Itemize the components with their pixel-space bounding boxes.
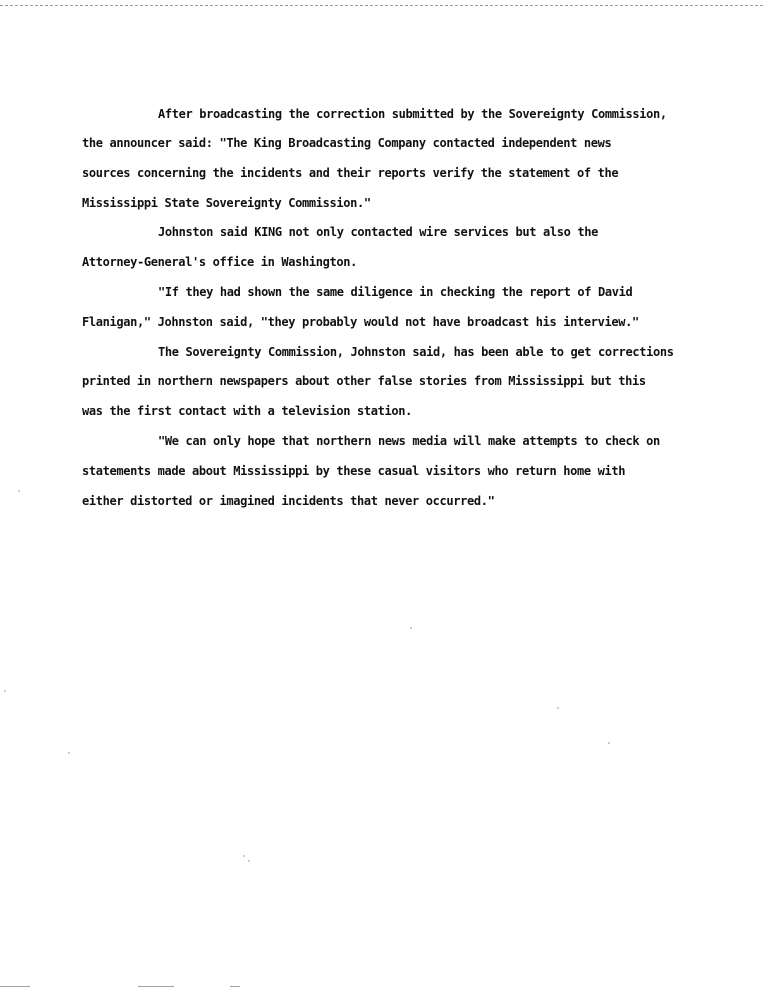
scan-speck [243,855,245,857]
scan-speck [557,707,559,709]
paragraph-5-line-2: statements made about Mississippi by these casual visitors who return home with [82,464,626,478]
paragraph-1-line-2: the announcer said: "The King Broadcasting Company contacted independent news [82,136,612,150]
paragraph-1-line-3: sources concerning the incidents and their reports verify the statement of the [82,166,619,180]
edge-mark [230,986,240,987]
edge-mark [0,986,30,987]
paragraph-5-line-1: "We can only hope that northern news media will make attempts to check on [158,434,660,448]
edge-mark [138,986,174,987]
paragraph-5-line-3: either distorted or imagined incidents that never occurred." [82,494,495,508]
scan-speck [248,860,250,862]
paragraph-3-line-2: Flanigan," Johnston said, "they probably would not have broadcast his interview." [82,315,639,329]
paragraph-1-line-1: After broadcasting the correction submitted by the Sovereignty Commission, [158,107,667,121]
paragraph-4-line-2: printed in northern newspapers about other false stories from Mississippi but this [82,374,646,388]
paragraph-2-line-2: Attorney-General's office in Washington. [82,255,357,269]
scan-speck [608,742,610,744]
paragraph-2-line-1: Johnston said KING not only contacted wire services but also the [158,225,598,239]
page-top-edge [0,0,763,6]
paragraph-3-line-1: "If they had shown the same diligence in checking the report of David [158,285,633,299]
scan-speck [18,490,20,492]
scan-speck [4,690,6,692]
paragraph-1-line-4: Mississippi State Sovereignty Commission." [82,196,371,210]
scan-speck [410,627,412,629]
paragraph-4-line-1: The Sovereignty Commission, Johnston said, has been able to get corrections [158,345,674,359]
scan-speck [68,752,70,754]
paragraph-4-line-3: was the first contact with a television station. [82,404,412,418]
